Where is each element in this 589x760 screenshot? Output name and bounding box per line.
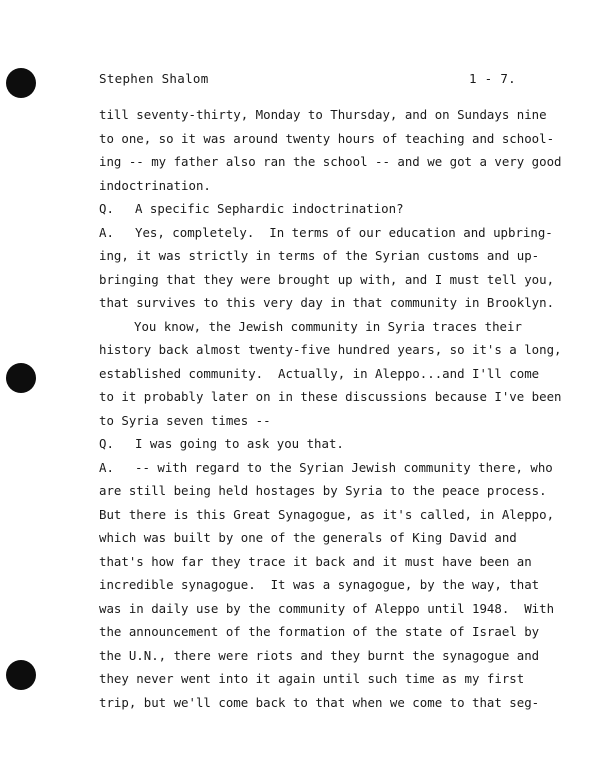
line-text: incredible synagogue. It was a synagogue, by the way, that [99, 577, 540, 592]
line-text: that survives to this very day in that community in Brooklyn. [99, 295, 555, 310]
line-text: Yes, completely. In terms of our education and upbring- [135, 224, 553, 240]
transcript-line [99, 573, 540, 597]
transcript-line [99, 221, 553, 245]
line-text: You know, the Jewish community in Syria traces their [134, 318, 522, 334]
line-text: was in daily use by the community of Aleppo until 1948. With [99, 600, 555, 616]
line-text: ing -- my father also ran the school -- and we got a very good [99, 154, 562, 169]
line-text: to one, so it was around twenty hours of teaching and school- [99, 130, 555, 146]
line-text: the U.N., there were riots and they burnt the synagogue and [99, 647, 540, 663]
line-text: to it probably later on in these discussions because I've been [99, 389, 562, 404]
transcript-line [99, 315, 527, 339]
line-text: But there is this Great Synagogue, as it's called, in Aleppo, [99, 506, 555, 522]
speaker-label: A. [99, 224, 114, 240]
page-number: 1 - 7. [469, 71, 516, 86]
speaker-label: A. [99, 459, 114, 475]
line-text: which was built by one of the generals of King David and [99, 530, 517, 545]
line-text: I was going to ask you that. [135, 436, 344, 451]
punch-hole [6, 363, 36, 393]
punch-hole [6, 660, 36, 690]
line-text: they never went into it again until such time as my first [99, 671, 525, 686]
line-text: till seventy-thirty, Monday to Thursday, and on Sundays nine [99, 107, 547, 122]
transcript-line [99, 597, 555, 621]
transcript-line [99, 503, 555, 527]
transcript-line [99, 667, 527, 691]
transcript-line [99, 432, 527, 456]
transcript-line [99, 174, 527, 198]
transcript-line [99, 409, 527, 433]
line-text: -- with regard to the Syrian Jewish community there, who [135, 459, 553, 475]
line-text: established community. Actually, in Aleppo...and I'll come [99, 365, 540, 381]
transcript-line [99, 550, 532, 574]
line-text: A specific Sephardic indoctrination? [135, 201, 404, 216]
transcript-line [99, 620, 540, 644]
line-text: to Syria seven times -- [99, 412, 271, 428]
page-header [99, 71, 516, 89]
transcript-line [99, 644, 540, 668]
header-name: Stephen Shalom [99, 71, 209, 86]
transcript-line [99, 385, 562, 409]
transcript-line [99, 479, 547, 503]
line-text: that's how far they trace it back and it must have been an [99, 553, 532, 569]
transcript-line [99, 456, 553, 480]
line-text: history back almost twenty-five hundred years, so it's a long, [99, 342, 562, 357]
line-text: bringing that they were brought up with, and I must tell you, [99, 271, 555, 287]
transcript-line [99, 103, 547, 127]
transcript-line [99, 268, 555, 292]
transcript-line [99, 127, 555, 151]
line-text: trip, but we'll come back to that when we come to that seg- [99, 694, 540, 710]
speaker-label: Q. [99, 436, 114, 451]
line-text: indoctrination. [99, 177, 211, 193]
transcript-line [99, 362, 540, 386]
transcript-line [99, 338, 562, 362]
line-text: ing, it was strictly in terms of the Syrian customs and up- [99, 248, 540, 263]
transcript-line [99, 691, 540, 715]
transcript-line [99, 291, 555, 315]
transcript-line [99, 150, 562, 174]
transcript-line [99, 526, 527, 550]
speaker-label: Q. [99, 201, 114, 216]
transcript-line [99, 244, 540, 268]
punch-hole [6, 68, 36, 98]
transcript-body [99, 103, 562, 714]
line-text: the announcement of the formation of the state of Israel by [99, 624, 540, 639]
transcript-line [99, 197, 527, 221]
line-text: are still being held hostages by Syria to the peace process. [99, 483, 547, 498]
